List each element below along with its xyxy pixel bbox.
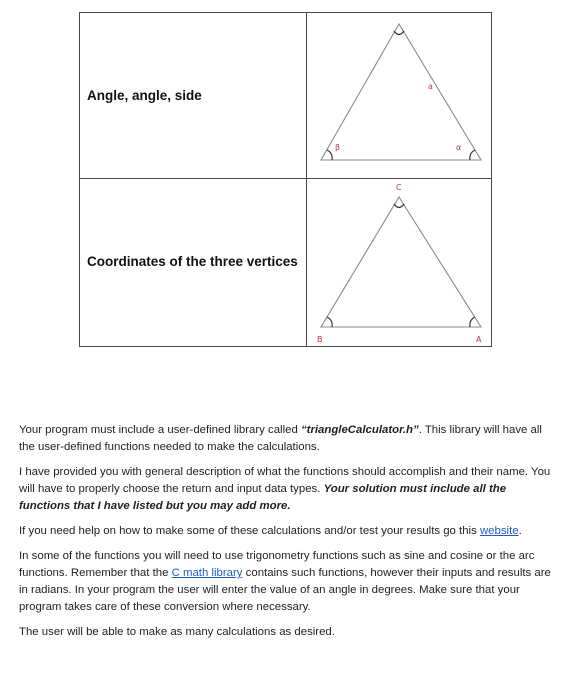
functions-requirement: Your solution must include all the functions that I have listed but you may add more.: [19, 483, 507, 512]
paragraph-trig: [19, 548, 554, 616]
aas-triangle-figure: [307, 12, 492, 178]
paragraph-functions-text: I have provided you with general description of what the functions should accomplish and their name. You will have to properly choose the return and input data types.: [19, 466, 551, 495]
paragraph-help-text: If you need help on how to make some of these calculations and/or test your results go this: [19, 525, 480, 537]
paragraph-library-intro: Your program must include a user-defined library called: [19, 424, 301, 436]
aas-right-angle-label: α: [456, 143, 462, 152]
vertices-triangle-figure: [307, 179, 492, 347]
paragraph-help: [19, 523, 554, 540]
aas-left-angle-label: β: [335, 143, 341, 152]
library-name: “triangleCalculator.h”: [300, 424, 419, 436]
aas-side-label: a: [428, 82, 433, 91]
aas-triangle-outline: [321, 24, 481, 160]
vertices-right-angle-arc: [470, 317, 475, 327]
paragraph-trig-rest: contains such functions, however their inputs and results are in radians. In your program the user will enter the value of an angle in degrees. Make sure that your program takes care of these conversion where necessary.: [19, 567, 551, 613]
assignment-instructions: [19, 422, 554, 649]
vertices-left-angle-arc: [327, 317, 332, 327]
row-label-angle-angle-side: Angle, angle, side: [87, 88, 202, 103]
c-math-library-link[interactable]: C math library: [171, 567, 243, 579]
paragraph-help-end: .: [518, 525, 522, 537]
vertex-a-label: A: [476, 335, 482, 344]
table-border-left: [79, 12, 80, 347]
vertices-top-angle-arc: [394, 204, 404, 208]
triangle-types-table: [79, 12, 492, 347]
aas-top-angle-arc: [394, 31, 404, 35]
paragraph-library-rest: . This library will have all the user-defined functions needed to make the calculations.: [19, 424, 542, 453]
paragraph-repeat: [19, 624, 554, 641]
paragraph-functions: [19, 464, 554, 515]
paragraph-repeat-text: The user will be able to make as many calculations as desired.: [19, 626, 335, 638]
aas-right-angle-arc: [470, 150, 475, 160]
aas-left-angle-arc: [327, 150, 332, 160]
paragraph-library: [19, 422, 554, 456]
vertices-triangle-outline: [321, 197, 481, 327]
vertex-b-label: B: [317, 335, 323, 344]
vertex-c-label: C: [396, 183, 402, 192]
paragraph-trig-text: In some of the functions you will need to use trigonometry functions such as sine and cosine or the arc functions. Remember that the: [19, 550, 535, 579]
row-label-coordinates: Coordinates of the three vertices: [87, 254, 298, 269]
website-link[interactable]: website: [479, 525, 519, 537]
